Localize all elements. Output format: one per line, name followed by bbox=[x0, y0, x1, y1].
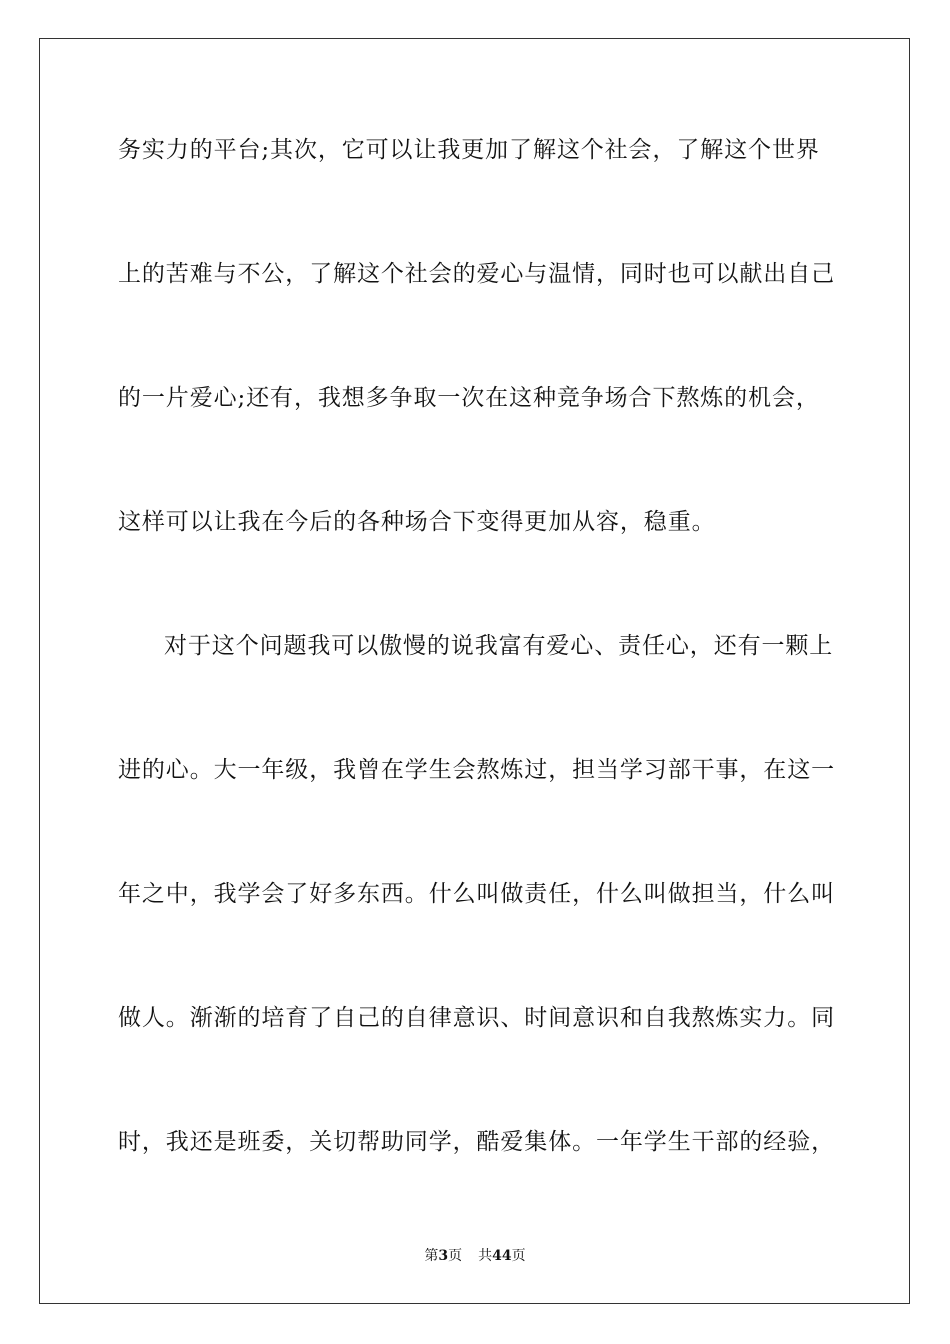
body-text-line: 这样可以让我在今后的各种场合下变得更加从容，稳重。 bbox=[118, 509, 716, 535]
total-pages-unit: 页 bbox=[511, 1248, 526, 1264]
body-text-line: 上的苦难与不公，了解这个社会的爱心与温情，同时也可以献出自己 bbox=[118, 261, 835, 287]
body-text-line: 的一片爱心;还有，我想多争取一次在这种竞争场合下熬炼的机会， bbox=[118, 385, 820, 411]
body-text-line: 进的心。大一年级，我曾在学生会熬炼过，担当学习部干事，在这一 bbox=[118, 757, 835, 783]
body-text-line: 做人。渐渐的培育了自己的自律意识、时间意识和自我熬炼实力。同 bbox=[118, 1005, 835, 1031]
current-page-number: 3 bbox=[438, 1248, 449, 1264]
page-number-unit: 页 bbox=[448, 1248, 463, 1264]
page-footer bbox=[0, 1246, 950, 1266]
paragraph-first-line: 对于这个问题我可以傲慢的说我富有爱心、责任心，还有一颗上 bbox=[164, 633, 834, 659]
page-border bbox=[39, 38, 910, 1304]
body-text-line: 时，我还是班委，关切帮助同学，酷爱集体。一年学生干部的经验， bbox=[118, 1129, 835, 1155]
body-text-line: 年之中，我学会了好多东西。什么叫做责任，什么叫做担当，什么叫 bbox=[118, 881, 835, 907]
body-text-line: 务实力的平台;其次，它可以让我更加了解这个社会，了解这个世界 bbox=[118, 137, 820, 163]
total-pages-prefix: 共 bbox=[478, 1248, 493, 1264]
total-page-count: 44 bbox=[492, 1248, 512, 1264]
page-number-prefix: 第 bbox=[424, 1248, 439, 1264]
